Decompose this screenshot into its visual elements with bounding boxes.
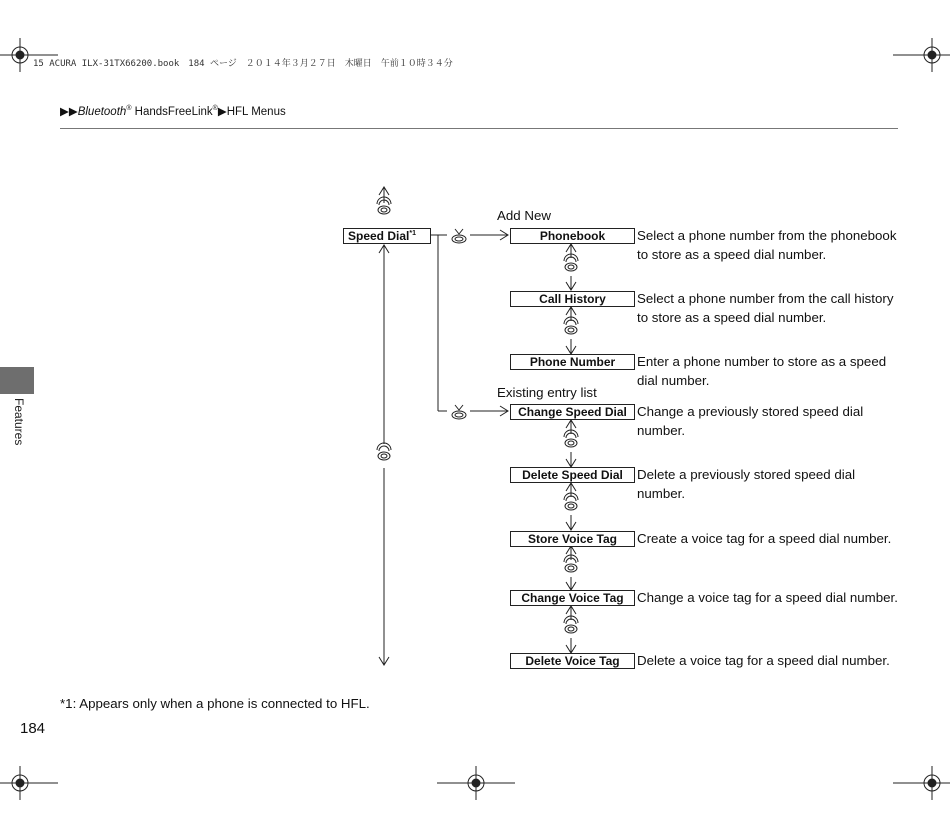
selector-knob-rotate-icon [564, 317, 578, 334]
selector-knob-rotate-icon [377, 197, 391, 214]
delete-voice-tag-description: Delete a voice tag for a speed dial number. [637, 653, 890, 668]
breadcrumb-hfl-menus: HFL Menus [226, 106, 286, 118]
breadcrumb-arrow: ▶ [217, 106, 227, 118]
store-voice-tag-description: Create a voice tag for a speed dial number. [637, 531, 892, 546]
print-header: 15 ACURA ILX-31TX66200.book 184 ページ ２０１４年３月２７日 木曜日 午前１０時３４分 [33, 59, 453, 69]
registered-mark: ® [212, 105, 218, 113]
phonebook-description: Select a phone number from the phonebook to store as a speed dial number. [637, 228, 897, 262]
change-speed-dial-box: Change Speed Dial [510, 404, 635, 420]
selector-knob-rotate-icon [564, 254, 578, 271]
breadcrumb-arrows: ▶▶ [60, 106, 78, 118]
breadcrumb-bluetooth: Bluetooth [77, 106, 127, 118]
delete-speed-dial-description: Delete a previously stored speed dial number. [637, 467, 856, 501]
phonebook-box: Phonebook [510, 228, 635, 244]
call-history-description: Select a phone number from the call history to store as a speed dial number. [637, 291, 894, 325]
existing-entry-list-heading: Existing entry list [497, 385, 597, 400]
selector-knob-rotate-icon [564, 616, 578, 633]
section-tab-label: Features [12, 398, 26, 446]
selector-knob-press-icon [452, 405, 466, 419]
selector-knob-rotate-icon [564, 430, 578, 447]
change-voice-tag-box: Change Voice Tag [510, 590, 635, 606]
add-new-heading: Add New [497, 208, 551, 223]
footnote-mark: *1 [409, 230, 416, 237]
page-number: 184 [20, 720, 46, 737]
delete-speed-dial-box: Delete Speed Dial [510, 467, 635, 483]
call-history-box: Call History [510, 291, 635, 307]
change-speed-dial-description: Change a previously stored speed dial number. [637, 404, 864, 438]
footnote: *1: Appears only when a phone is connected to HFL. [60, 696, 370, 711]
selector-knob-rotate-icon [564, 555, 578, 572]
store-voice-tag-box: Store Voice Tag [510, 531, 635, 547]
delete-voice-tag-box: Delete Voice Tag [510, 653, 635, 669]
speed-dial-box [343, 228, 431, 244]
selector-knob-press-icon [452, 229, 466, 243]
change-voice-tag-description: Change a voice tag for a speed dial number. [637, 590, 898, 605]
registered-mark: ® [126, 105, 132, 113]
phone-number-box: Phone Number [510, 354, 635, 370]
selector-knob-rotate-icon [377, 443, 391, 460]
speed-dial-label: Speed Dial [348, 229, 410, 243]
selector-knob-rotate-icon [564, 493, 578, 510]
phone-number-description: Enter a phone number to store as a speed dial number. [637, 354, 887, 388]
breadcrumb-handsfreelink: HandsFreeLink [131, 106, 213, 118]
